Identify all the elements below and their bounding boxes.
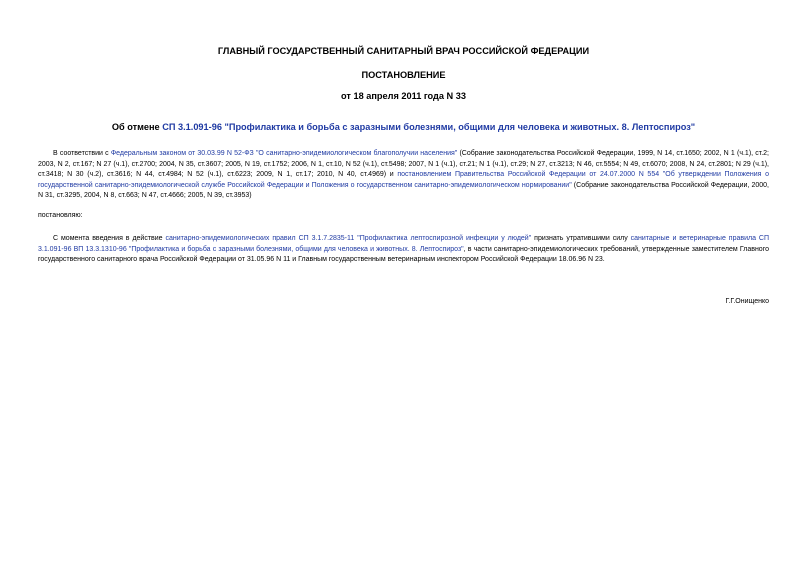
document-date-number: от 18 апреля 2011 года N 33 [341,91,466,101]
preamble-text-2: (Собрание законодательства Российской Федерации, 1999, N 14, ст.1650; 2002, N 1 (ч.1), ст.2; 2003, N 2, ст.167; N 27 (ч.1), ст.2700; 2004, N 35, ст.3607; 2005, N 19, ст.1752; 2006, N 1, ст.10, N 52 (ч.1), ст.5498; 2007, N 1 (ч.1), ст.21; N 1 (ч.1), ст.29; N 27, ст.3213; N 46, ст.5554; N 49, ст.6070; 2008, N 24, ст.2801; N 29 (ч.1), ст.3418; N 30 (ч.2), ст.3616; N 44, ст.4984; N 52 (ч.1), ст.6223; 2009, N 1, ст.17; 2010, N 40, ст.4969) и [38,150,770,179]
document-type: ПОСТАНОВЛЕНИЕ [361,70,446,80]
operative-text-1: С момента введения в действие [53,235,166,242]
document-title [38,121,769,133]
link-government-decree-554[interactable]: постановлением Правительства Российской Федерации от 24.07.2000 N 554 "Об утверждении Положения о государственной санитарно-эпидемиологической службе Российской Федерации и Положения о государственном санитарно-эпидемиологическом нормировании" [38,171,769,189]
link-sp-3-1-091-96-vp[interactable]: санитарные и ветеринарные правила СП 3.1.091-96 ВП 13.3.1310-96 "Профилактика и борьба с заразными болезнями, общими для человека и животных. 8. Лептоспироз" [38,235,769,253]
issuing-authority: ГЛАВНЫЙ ГОСУДАРСТВЕННЫЙ САНИТАРНЫЙ ВРАЧ РОССИЙСКОЙ ФЕДЕРАЦИИ [217,46,590,56]
title-prefix: Об отмене [111,122,163,132]
title-link-sp-3-1-091-96[interactable]: СП 3.1.091-96 "Профилактика и борьба с заразными болезнями, общими для человека и животных. 8. Лептоспироз" [162,122,696,132]
preamble-paragraph [38,149,769,202]
link-federal-law-52fz[interactable]: Федеральным законом от 30.03.99 N 52-ФЗ "О санитарно-эпидемиологическом благополучии населения" [110,150,458,157]
preamble-text-1: В соответствии с [53,150,111,157]
preamble-text-3: (Собрание законодательства Российской Федерации, 2000, N 31, ст.3295, 2004, N 8, ст.663; N 47, ст.4666; 2005, N 39, ст.3953) [38,181,769,200]
operative-paragraph [38,234,769,266]
operative-text-3: , в части санитарно-эпидемиологических требований, утвержденные заместителем Главного государственного санитарного врача Российской Федерации от 31.05.96 N 11 и Главным государственным ветеринарным инспектором Российской Федерации 18.06.96 N 23. [38,245,769,264]
resolution-word: постановляю: [38,212,83,219]
signature: Г.Г.Онищенко [725,298,769,305]
link-sp-3-1-7-2835-11[interactable]: санитарно-эпидемиологических правил СП 3.1.7.2835-11 "Профилактика лептоспирозной инфекции у людей" [165,235,532,242]
operative-text-2: признать утратившими силу [531,235,631,242]
